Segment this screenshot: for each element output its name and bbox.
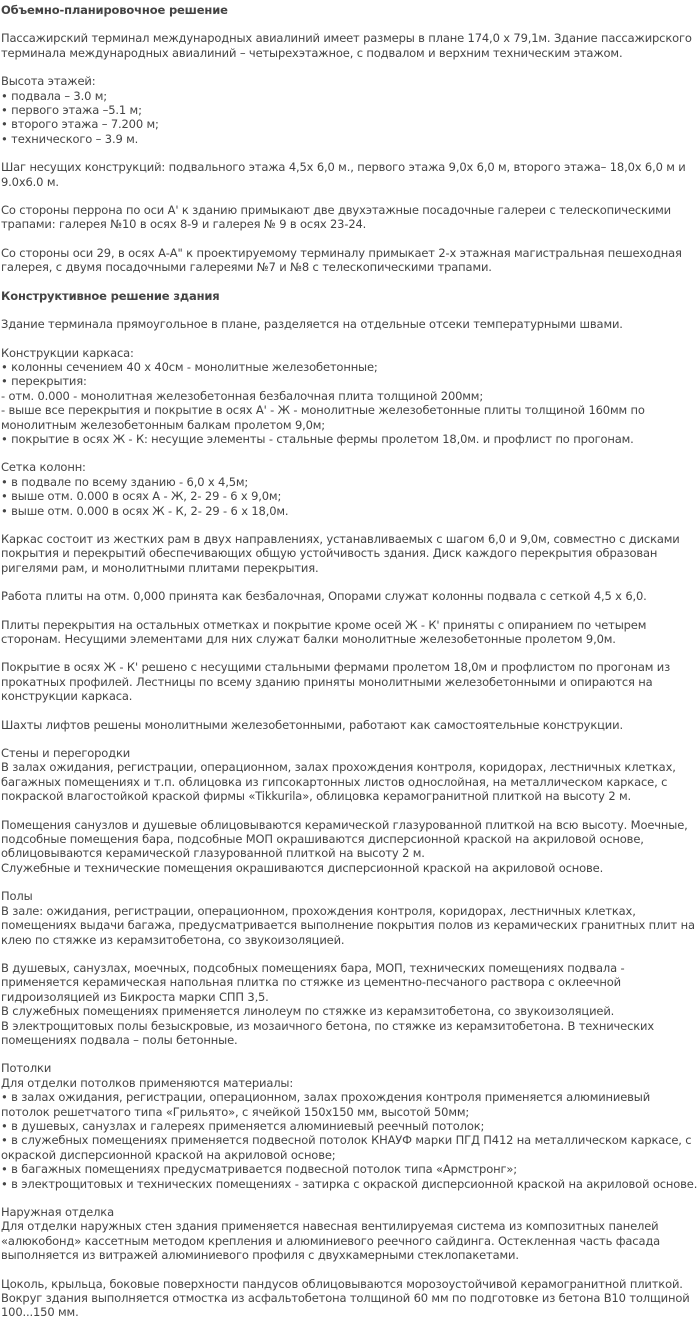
list-item: • в душевых, санузлах и галереях применяется алюминиевый реечный потолок; <box>1 1118 485 1133</box>
list-item: • колонны сечением 40 х 40см - монолитные железобетонные; <box>1 359 378 374</box>
paragraph: Шаг несущих конструкций: подвального этажа 4,5х 6,0 м., первого этажа 9,0х 6,0 м, второго этажа– 18,0х 6,0 м и 9.0х6.0 м. <box>1 160 686 189</box>
walls-block <box>1 746 699 804</box>
list-item: • в залах ожидания, регистрации, операционном, залах прохождения контроля применяется алюминиевый потолок решетчатого типа «Грильято», с ячейкой 150х150 мм, высотой 50мм; <box>1 1090 651 1119</box>
walls-block-2 <box>1 818 699 876</box>
paragraph: Со стороны оси 29, в осях А-А" к проектируемому терминалу примыкает 2-х этажная магистральная пешеходная галерея, с двумя посадочными галереями №7 и №8 с телескопическими трапами. <box>1 245 682 275</box>
exterior-block-2 <box>1 1277 699 1320</box>
paragraph: Шахты лифтов решены монолитными железобетонными, работают как самостоятельные конструкции. <box>1 717 623 732</box>
paragraph: Пассажирский терминал международных авиалиний имеет размеры в плане 174,0 х 79,1м. Здание пассажирского терминала международных авиалиний – четырехэтажное, с подвалом и верхним техническим этажом. <box>1 31 692 60</box>
paragraph: В душевых, санузлах, моечных, подсобных помещениях бара, МОП, технических помещениях подвала - применяется керамическая напольная плитка по стяжке из цементно-песчаного раствора с оклеечной гидроизоляцией из Бикроста марки СПП 3,5. <box>1 960 625 1004</box>
list-intro: Конструкции каркаса: <box>1 345 134 360</box>
list-item: • перекрытия: <box>1 374 87 389</box>
subsection-heading: Полы <box>1 889 33 904</box>
list-item: • покрытие в осях Ж - К: несущие элементы - стальные фермы пролетом 18,0м. и профлист по прогонам. <box>1 431 634 446</box>
exterior-block <box>1 1205 699 1263</box>
paragraph: В залах ожидания, регистрации, операционном, залах прохождения контроля, коридорах, лестничных клетках, багажных помещениях и т.п. облицовка из гипсокартонных листов однослойная, на металлическом каркасе, с покраской влагостойкой краской фирмы «Tikkurila», облицовка керамогранитной плиткой на высоту 2 м. <box>1 760 676 804</box>
subsection-heading: Потолки <box>1 1061 52 1076</box>
list-item: • технического – 3.9 м. <box>1 131 139 146</box>
paragraph: Вокруг здания выполняется отмостка из асфальтобетона толщиной 60 мм по подготовке из бетона В10 толщиной 100...150 мм. <box>1 1291 690 1320</box>
list-item: - отм. 0.000 - монолитная железобетонная безбалочная плита толщиной 200мм; <box>1 388 484 403</box>
list-item: - выше все перекрытия и покрытие в осях А' - Ж - монолитные железобетонные плиты толщиной 160мм по монолитным железобетонным балкам пролетом 9,0м; <box>1 403 645 432</box>
list-intro: Высота этажей: <box>1 74 96 89</box>
floor-heights-block <box>1 74 699 146</box>
list-item: • в подвале по всему зданию - 6,0 х 4,5м; <box>1 474 249 489</box>
paragraph: В зале: ожидания, регистрации, операционном, прохождения контроля, коридорах, лестничных клетках, помещениях выдачи багажа, предусматривается выполнение покрытия полов из керамических гранитных плит на клею по стяжке из керамзитобетона, со звукоизоляцией. <box>1 903 695 947</box>
ceilings-block <box>1 1061 699 1191</box>
paragraph: Служебные и технические помещения окрашиваются дисперсионной краской на акриловой основе. <box>1 860 604 875</box>
paragraph: В электрощитовых полы безыскровые, из мозаичного бетона, по стяжке из керамзитобетона. В технических помещениях подвала – полы бетонные. <box>1 1018 655 1047</box>
paragraph: Здание терминала прямоугольное в плане, разделяется на отдельные отсеки температурными швами. <box>1 317 623 332</box>
list-intro: Для отделки потолков применяются материалы: <box>1 1075 294 1090</box>
paragraph: Со стороны перрона по оси А' к зданию примыкают две двухэтажные посадочные галереи с телескопическими трапами: галерея №10 в осях 8-9 и галерея № 9 в осях 23-24. <box>1 203 672 232</box>
paragraph: Плиты перекрытия на остальных отметках и покрытие кроме осей Ж - К' приняты с опиранием по четырем сторонам. Несущими элементами для них служат балки монолитные железобетонные пролетом 9,0м. <box>1 617 647 646</box>
section-title-structure: Конструктивное решение здания <box>1 288 220 303</box>
section-title-planning: Объемно-планировочное решение <box>1 3 228 17</box>
subsection-heading: Стены и перегородки <box>1 746 131 761</box>
paragraph: Каркас состоит из жестких рам в двух направлениях, устанавливаемых с шагом 6,0 и 9,0м, совместно с дисками покрытия и перекрытий обеспечивающих общую устойчивость здания. Диск каждого перекрытия образован ригелями рам, и монолитными плитами перекрытия. <box>1 531 680 575</box>
paragraph: Покрытие в осях Ж - К' решено с несущими стальными фермами пролетом 18,0м и профлистом по прогонам из прокатных профилей. Лестницы по всему зданию приняты монолитными железобетонными и опираются на конструкции каркаса. <box>1 660 671 704</box>
floors-block-2 <box>1 961 699 1047</box>
list-item: • второго этажа – 7.200 м; <box>1 117 159 132</box>
list-item: • выше отм. 0.000 в осях Ж - К, 2- 29 - 6 х 18,0м. <box>1 503 289 518</box>
list-item: • первого этажа –5.1 м; <box>1 103 142 118</box>
paragraph: Помещения санузлов и душевые облицовываются керамической глазурованной плиткой на всю высоту. Моечные, подсобные помещения бара, подсобные МОП окрашиваются дисперсионной краской на акриловой основе, облицовываются керамической глазурованной плиткой на высоту 2 м. <box>1 817 688 861</box>
list-item: • выше отм. 0.000 в осях А - Ж, 2- 29 - 6 х 9,0м; <box>1 489 282 504</box>
list-item: • в багажных помещениях предусматривается подвесной потолок типа «Армстронг»; <box>1 1162 517 1177</box>
list-item: • в служебных помещениях применяется подвесной потолок КНАУФ марки ПГД П412 на металлическом каркасе, с окраской дисперсионной краской на акриловой основе; <box>1 1133 692 1162</box>
list-item: • в электрощитовых и технических помещениях - затирка с окраской дисперсионной краской на акриловой основе. <box>1 1176 698 1191</box>
floors-block <box>1 889 699 947</box>
paragraph: Работа плиты на отм. 0,000 принята как безбалочная, Опорами служат колонны подвала с сеткой 4,5 х 6,0. <box>1 589 647 604</box>
paragraph: Для отделки наружных стен здания применяется навесная вентилируемая система из композитных панелей «алюкобонд» кассетным методом крепления и алюминиевого реечного сайдинга. Остекленная часть фасада выполняется из витражей алюминиевого профиля с двухкамерными стеклопакетами. <box>1 1219 661 1263</box>
frame-structures-block <box>1 346 699 447</box>
list-intro: Сетка колонн: <box>1 460 86 475</box>
subsection-heading: Наружная отделка <box>1 1205 115 1219</box>
list-item: • подвала – 3.0 м; <box>1 88 108 103</box>
column-grid-block <box>1 460 699 518</box>
paragraph: В служебных помещениях применяется линолеум по стяжке из керамзитобетона, со звукоизоляцией. <box>1 1004 615 1019</box>
paragraph: Цоколь, крыльца, боковые поверхности пандусов облицовываются морозоустойчивой керамогранитной плиткой. <box>1 1276 683 1291</box>
